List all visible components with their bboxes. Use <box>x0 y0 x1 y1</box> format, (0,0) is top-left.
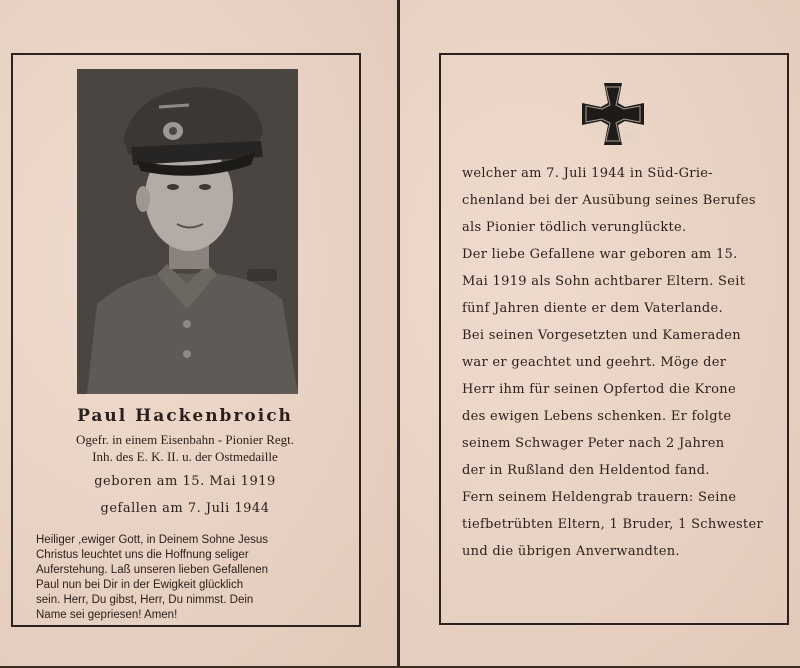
iron-cross-icon <box>580 81 646 147</box>
portrait-photo <box>77 69 298 394</box>
text-line: und die übrigen Anverwandten. <box>462 544 680 559</box>
prayer-line: Paul nun bei Dir in der Ewigkeit glücklich <box>36 579 244 591</box>
text-line: fünf Jahren diente er dem Vaterlande. <box>462 301 723 316</box>
deceased-name: Paul Hackenbroich <box>77 406 293 426</box>
text-line: Bei seinen Vorgesetzten und Kameraden <box>462 328 741 343</box>
prayer-line: Heiliger ,ewiger Gott, in Deinem Sohne Jesus <box>36 534 269 546</box>
text-line: Fern seinem Heldengrab trauern: Seine <box>462 490 737 505</box>
prayer-line: Christus leuchtet uns die Hoffnung seliger <box>36 549 249 561</box>
text-line: als Pionier tödlich verunglückte. <box>462 220 687 235</box>
soldier-portrait-image <box>77 69 298 394</box>
prayer-text <box>36 533 342 623</box>
text-line: der in Rußland den Heldentod fand. <box>462 463 710 478</box>
text-line: welcher am 7. Juli 1944 in Süd-Grie- <box>462 166 713 181</box>
text-line: Der liebe Gefallene war geboren am 15. <box>462 247 738 262</box>
birth-date: geboren am 15. Mai 1919 <box>94 474 276 489</box>
text-line: war er geachtet und geehrt. Möge der <box>462 355 727 370</box>
cross-year: 1939 <box>622 134 636 140</box>
rank-line-1: Ogefr. in einem Eisenbahn - Pionier Regt. <box>75 432 295 447</box>
text-line: seinem Schwager Peter nach 2 Jahren <box>462 436 725 451</box>
text-line: Mai 1919 als Sohn achtbarer Eltern. Seit <box>462 274 746 289</box>
text-line: Herr ihm für seinen Opfertod die Krone <box>462 382 736 397</box>
prayer-line: sein. Herr, Du gibst, Herr, Du nimmst. Dein <box>36 594 254 606</box>
rank-line-2: Inh. des E. K. II. u. der Ostmedaille <box>92 449 278 464</box>
text-line: tiefbetrübten Eltern, 1 Bruder, 1 Schwester <box>462 517 763 532</box>
death-date: gefallen am 7. Juli 1944 <box>100 501 270 516</box>
right-card <box>400 0 800 666</box>
prayer-line: Auferstehung. Laß unseren lieben Gefallenen <box>36 564 269 576</box>
text-line: des ewigen Lebens schenken. Er folgte <box>462 409 732 424</box>
left-card <box>0 0 397 666</box>
prayer-line: Name sei gepriesen! Amen! <box>36 609 178 621</box>
text-line: chenland bei der Ausübung seines Berufes <box>462 193 756 208</box>
obituary-text <box>462 160 768 565</box>
